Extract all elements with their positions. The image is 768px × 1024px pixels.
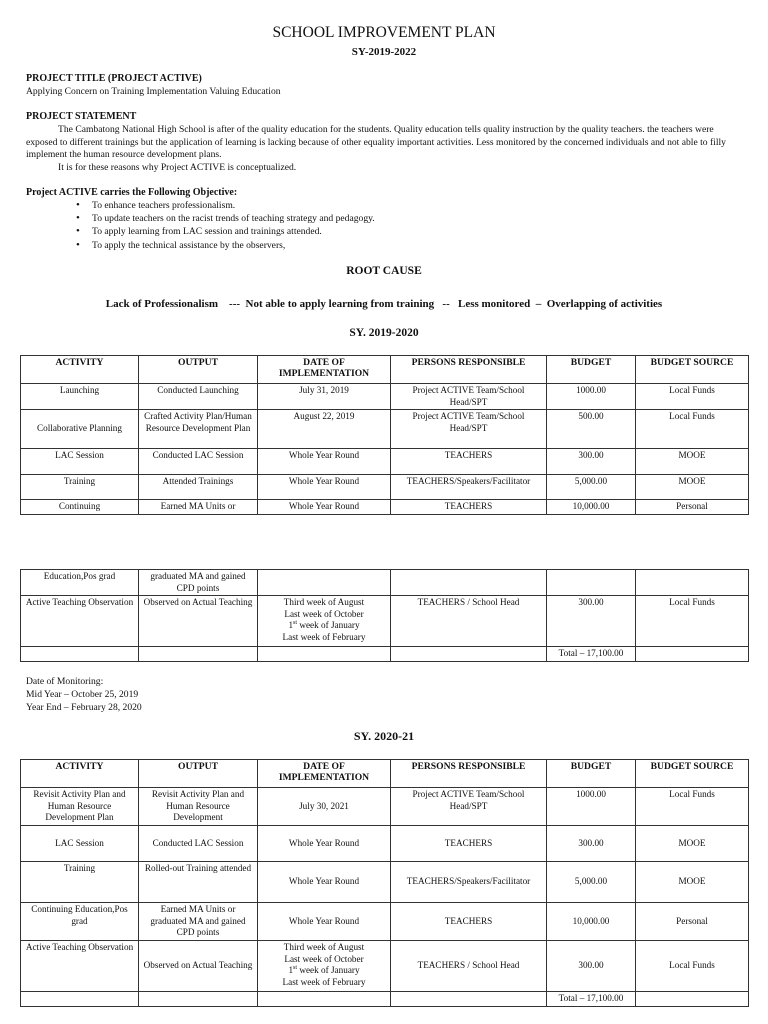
root-cause-heading: ROOT CAUSE: [346, 265, 422, 277]
cell-persons: TEACHERS: [391, 903, 547, 941]
budget-total: Total – 17,100.00: [547, 647, 636, 662]
cell-activity: Training: [21, 862, 139, 903]
date-line: 1st week of January: [288, 619, 360, 630]
cell-budget: 300.00: [547, 826, 636, 862]
root-cause-line: Lack of Professionalism --- Not able to apply learning from training -- Less monitored – Overlapping of activities: [105, 298, 663, 310]
cell-activity: Training: [21, 475, 139, 500]
cell-budget: 300.00: [547, 941, 636, 992]
total-row: [21, 992, 749, 1007]
cell-date: Whole Year Round: [258, 862, 391, 903]
table-row: [21, 903, 749, 941]
cell-source: MOOE: [636, 862, 749, 903]
sy1-heading: SY. 2019-2020: [349, 327, 419, 339]
cell-source: Personal: [636, 500, 749, 515]
table-row: [21, 596, 749, 647]
cell-budget: 10,000.00: [547, 903, 636, 941]
header-budget: BUDGET: [547, 356, 636, 384]
monitoring-label: Date of Monitoring:: [26, 676, 104, 687]
cell-persons: Project ACTIVE Team/School Head/SPT: [391, 788, 547, 826]
cell-persons: [391, 570, 547, 596]
sy1-activity-table: [20, 355, 749, 515]
cell-date: Whole Year Round: [258, 903, 391, 941]
cell-output: Conducted LAC Session: [139, 449, 258, 475]
cell-output: Attended Trainings: [139, 475, 258, 500]
cell-budget: 300.00: [547, 596, 636, 647]
objectives-list: [76, 199, 676, 252]
cell-activity: LAC Session: [21, 449, 139, 475]
objective-item: • To enhance teachers professionalism.: [76, 199, 676, 212]
monitoring-year-end: Year End – February 28, 2020: [26, 702, 142, 713]
cell-date: August 22, 2019: [258, 410, 391, 449]
table-header-row: [21, 760, 749, 788]
cell-source: Personal: [636, 903, 749, 941]
cell-activity: LAC Session: [21, 826, 139, 862]
header-activity: ACTIVITY: [21, 760, 139, 788]
cell-activity: Active Teaching Observation: [21, 941, 139, 992]
cell-persons: TEACHERS / School Head: [391, 596, 547, 647]
cell-output: graduated MA and gained CPD points: [139, 570, 258, 596]
header-output: OUTPUT: [139, 760, 258, 788]
cell-output: Conducted Launching: [139, 384, 258, 410]
cell-persons: TEACHERS: [391, 826, 547, 862]
cell-date: [258, 596, 391, 647]
cell-activity: Revisit Activity Plan and Human Resource Development Plan: [21, 788, 139, 826]
cell-date: Whole Year Round: [258, 449, 391, 475]
header-budget-source: BUDGET SOURCE: [636, 760, 749, 788]
header-activity: ACTIVITY: [21, 356, 139, 384]
cell-budget: [547, 570, 636, 596]
cell-activity: Active Teaching Observation: [21, 596, 139, 647]
cell-persons: Project ACTIVE Team/School Head/SPT: [391, 410, 547, 449]
cell-output: Rolled-out Training attended: [139, 862, 258, 903]
date-line: Last week of February: [282, 976, 366, 987]
sy2-activity-table: [20, 759, 749, 1007]
cell-source: Local Funds: [636, 384, 749, 410]
cell-persons: TEACHERS: [391, 500, 547, 515]
cell-output: Observed on Actual Teaching: [139, 596, 258, 647]
cell-persons: TEACHERS / School Head: [391, 941, 547, 992]
objectives-label: Project ACTIVE carries the Following Objective:: [26, 187, 238, 198]
cell-source: Local Funds: [636, 596, 749, 647]
cell-budget: 1000.00: [547, 788, 636, 826]
cell-budget: 5,000.00: [547, 862, 636, 903]
date-line: Last week of October: [284, 608, 364, 619]
cell-output: Conducted LAC Session: [139, 826, 258, 862]
cell-budget: 1000.00: [547, 384, 636, 410]
document-title: SCHOOL IMPROVEMENT PLAN: [272, 24, 496, 41]
cell-activity: Collaborative Planning: [21, 410, 139, 449]
table-row: [21, 410, 749, 449]
date-line: Third week of August: [283, 942, 365, 952]
cell-source: MOOE: [636, 475, 749, 500]
total-row: [21, 647, 749, 662]
date-line: 1st week of January: [288, 964, 360, 975]
cell-activity: Continuing Education,Pos grad: [21, 903, 139, 941]
cell-source: MOOE: [636, 826, 749, 862]
header-output: OUTPUT: [139, 356, 258, 384]
cell-date: [258, 941, 391, 992]
cell-date: July 30, 2021: [258, 788, 391, 826]
cell-output: Earned MA Units or: [139, 500, 258, 515]
cell-activity: Education,Pos grad: [21, 570, 139, 596]
cell-source: [636, 570, 749, 596]
cell-date: [258, 570, 391, 596]
header-budget: BUDGET: [547, 760, 636, 788]
monitoring-mid-year: Mid Year – October 25, 2019: [26, 689, 139, 700]
table-row: [21, 788, 749, 826]
date-line: Last week of October: [284, 953, 364, 964]
cell-output: Crafted Activity Plan/Human Resource Development Plan: [139, 410, 258, 449]
cell-budget: 10,000.00: [547, 500, 636, 515]
cell-output: Observed on Actual Teaching: [139, 941, 258, 992]
cell-source: MOOE: [636, 449, 749, 475]
cell-activity: Launching: [21, 384, 139, 410]
cell-output: Earned MA Units or graduated MA and gained CPD points: [139, 903, 258, 941]
cell-date: Whole Year Round: [258, 500, 391, 515]
table-row: [21, 862, 749, 903]
cell-budget: 500.00: [547, 410, 636, 449]
header-persons: PERSONS RESPONSIBLE: [391, 356, 547, 384]
header-persons: PERSONS RESPONSIBLE: [391, 760, 547, 788]
project-statement-conclusion: It is for these reasons why Project ACTIVE is conceptualized.: [58, 162, 297, 173]
cell-source: Local Funds: [636, 410, 749, 449]
table-row: [21, 449, 749, 475]
date-line: Third week of August: [283, 597, 365, 607]
project-statement-label: PROJECT STATEMENT: [26, 111, 137, 122]
header-budget-source: BUDGET SOURCE: [636, 356, 749, 384]
header-date: DATE OF IMPLEMENTATION: [258, 760, 391, 788]
cell-date: Whole Year Round: [258, 826, 391, 862]
cell-date: July 31, 2019: [258, 384, 391, 410]
table-row: [21, 475, 749, 500]
cell-persons: TEACHERS/Speakers/Facilitator: [391, 862, 547, 903]
project-title-text: Applying Concern on Training Implementation Valuing Education: [26, 86, 281, 97]
cell-budget: 300.00: [547, 449, 636, 475]
cell-persons: TEACHERS/Speakers/Facilitator: [391, 475, 547, 500]
cell-budget: 5,000.00: [547, 475, 636, 500]
table-header-row: [21, 356, 749, 384]
table-row: [21, 941, 749, 992]
cell-persons: Project ACTIVE Team/School Head/SPT: [391, 384, 547, 410]
date-line: Last week of February: [282, 631, 366, 642]
budget-total: Total – 17,100.00: [547, 992, 636, 1007]
sy2-heading: SY. 2020-21: [353, 729, 415, 743]
school-year-range: SY-2019-2022: [351, 46, 417, 58]
cell-date: Whole Year Round: [258, 475, 391, 500]
sy1-activity-table-continued: [20, 569, 749, 662]
header-date: DATE OF IMPLEMENTATION: [258, 356, 391, 384]
table-row: [21, 500, 749, 515]
table-row: [21, 384, 749, 410]
cell-source: Local Funds: [636, 941, 749, 992]
project-title-label: PROJECT TITLE (PROJECT ACTIVE): [26, 73, 202, 84]
cell-source: Local Funds: [636, 788, 749, 826]
objective-item: • To apply the technical assistance by the observers,: [76, 239, 676, 252]
project-statement-paragraph: The Cambatong National High School is after of the quality education for the students. Quality education tells quality instruction by the quality teachers. the teachers were exposed to different trainings but the application of learning is lacking because of other equality important activities. Less monitored by the concerned individuals and not able to filly implement the human resource development plans.: [26, 124, 726, 160]
table-row: [21, 826, 749, 862]
cell-activity: Continuing: [21, 500, 139, 515]
table-row: [21, 570, 749, 596]
cell-persons: TEACHERS: [391, 449, 547, 475]
objective-item: • To apply learning from LAC session and trainings attended.: [76, 225, 676, 238]
objective-item: • To update teachers on the racist trends of teaching strategy and pedagogy.: [76, 212, 676, 225]
cell-output: Revisit Activity Plan and Human Resource Development: [139, 788, 258, 826]
